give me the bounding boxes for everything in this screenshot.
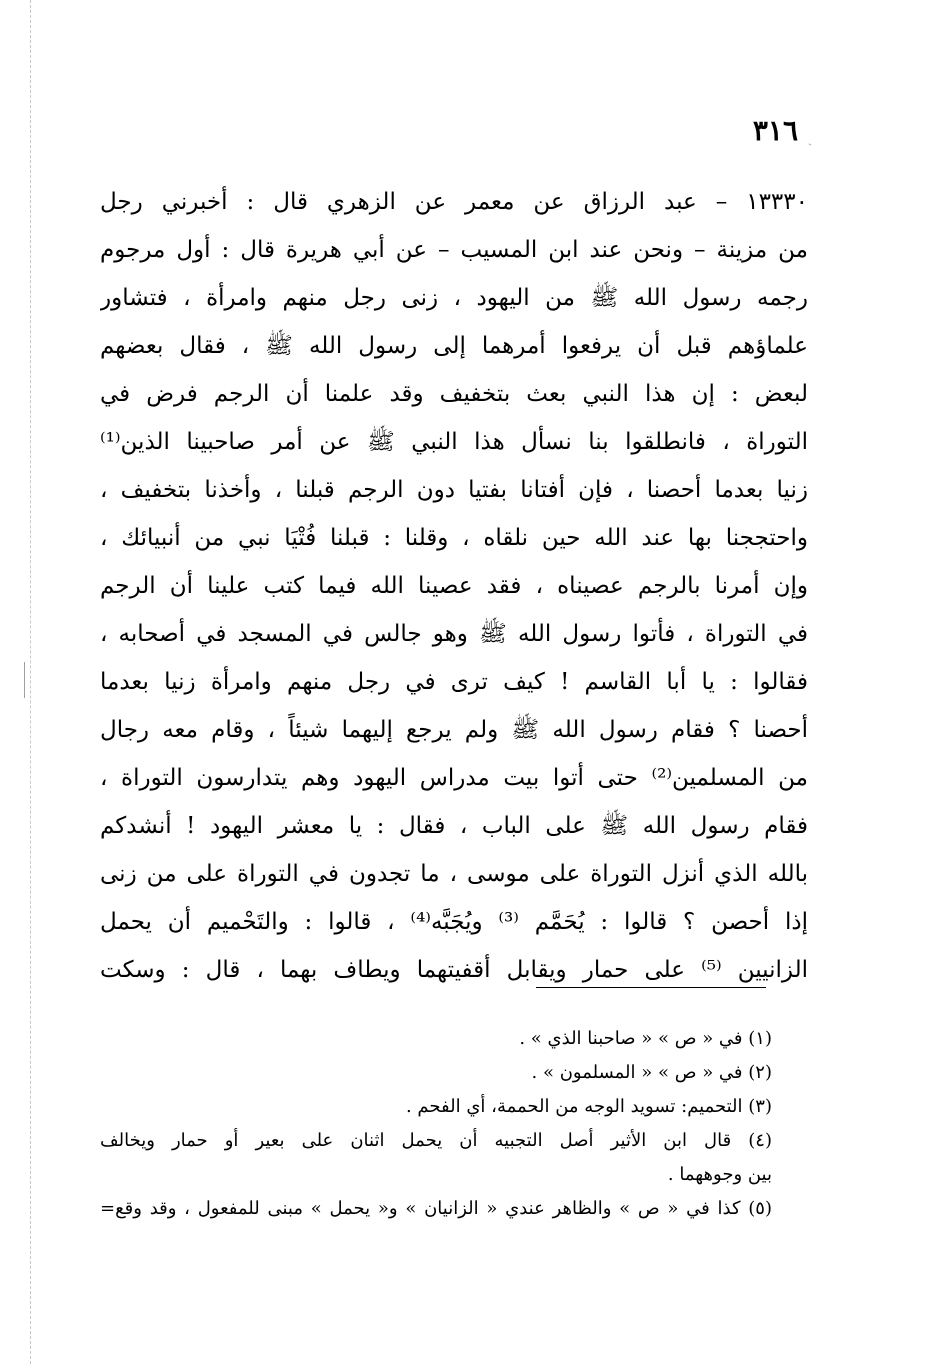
body-line: الزانيين ⁽⁵⁾ على حمار ويقابل أقفيتهما ويطاف بهما ، قال : وسكت bbox=[100, 957, 808, 983]
footnote-4-continued: بين وجوههما . bbox=[667, 1164, 772, 1185]
scan-edge-line bbox=[30, 0, 31, 1364]
footnote-1: (١) في « ص » « صاحبنا الذي » . bbox=[519, 1028, 772, 1049]
footnote-2: (٢) في « ص » « المسلمون » . bbox=[531, 1062, 772, 1083]
footnote-5: (٥) كذا في « ص » والظاهر عندي « الزانيان » و« يحمل » مبنى للمفعول ، وقد وقع= bbox=[100, 1198, 772, 1219]
body-line: أحصنا ؟ فقام رسول الله ﷺ ولم يرجع إليهما شيئاً ، وقام معه رجال bbox=[100, 717, 808, 743]
body-line: وإن أمرنا بالرجم عصيناه ، فقد عصينا الله فيما كتب علينا أن الرجم bbox=[100, 573, 808, 599]
body-line: التوراة ، فانطلقوا بنا نسأل هذا النبي ﷺ عن أمر صاحبينا الذين⁽¹⁾ bbox=[100, 429, 808, 455]
footnote-3: (٣) التحميم: تسويد الوجه من الحممة، أي الفحم . bbox=[405, 1096, 772, 1117]
body-line: رجمه رسول الله ﷺ من اليهود ، زنى رجل منهم وامرأة ، فتشاور bbox=[100, 285, 808, 311]
body-line: من المسلمين⁽²⁾ حتى أتوا بيت مدراس اليهود وهم يتدارسون التوراة ، bbox=[100, 765, 808, 791]
footnote-4: (٤) قال ابن الأثير أصل التجبيه أن يحمل اثنان على بعير أو حمار ويخالف bbox=[100, 1130, 772, 1151]
body-line: فقام رسول الله ﷺ على الباب ، فقال : يا معشر اليهود ! أنشدكم bbox=[100, 813, 808, 839]
body-line: من مزينة – ونحن عند ابن المسيب – عن أبي هريرة قال : أول مرجوم bbox=[100, 237, 808, 263]
footnotes bbox=[100, 1022, 772, 1226]
footnote-separator bbox=[536, 987, 766, 988]
body-line: لبعض : إن هذا النبي بعث بتخفيف وقد علمنا أن الرجم فرض في bbox=[100, 381, 808, 407]
hadith-text bbox=[100, 178, 808, 994]
body-line: بالله الذي أنزل التوراة على موسى ، ما تجدون في التوراة على من زنى bbox=[100, 861, 808, 887]
body-line: فقالوا : يا أبا القاسم ! كيف ترى في رجل منهم وامرأة زنيا بعدما bbox=[100, 669, 808, 695]
body-line: واحتججنا بها عند الله حين نلقاه ، وقلنا : قبلنا فُتْيَا نبي من أنبيائك ، bbox=[100, 525, 808, 551]
body-line: زنيا بعدما أحصنا ، فإن أفتانا بفتيا دون الرجم قبلنا ، وأخذنا بتخفيف ، bbox=[100, 477, 808, 503]
body-line: ١٣٣٣٠ – عبد الرزاق عن معمر عن الزهري قال : أخبرني رجل bbox=[100, 189, 808, 215]
page-number: ٣١٦ bbox=[752, 114, 798, 147]
body-line: إذا أحصن ؟ قالوا : يُحَمَّم ⁽³⁾ ويُجَبَّه⁽⁴⁾ ، قالوا : والتَحْميم أن يحمل bbox=[100, 909, 808, 935]
corner-mark: ˏ bbox=[808, 132, 812, 146]
body-line: في التوراة ، فأتوا رسول الله ﷺ وهو جالس في المسجد في أصحابه ، bbox=[100, 621, 808, 647]
scan-edge-mark bbox=[24, 662, 25, 698]
body-line: علماؤهم قبل أن يرفعوا أمرهما إلى رسول الله ﷺ ، فقال بعضهم bbox=[100, 333, 808, 359]
